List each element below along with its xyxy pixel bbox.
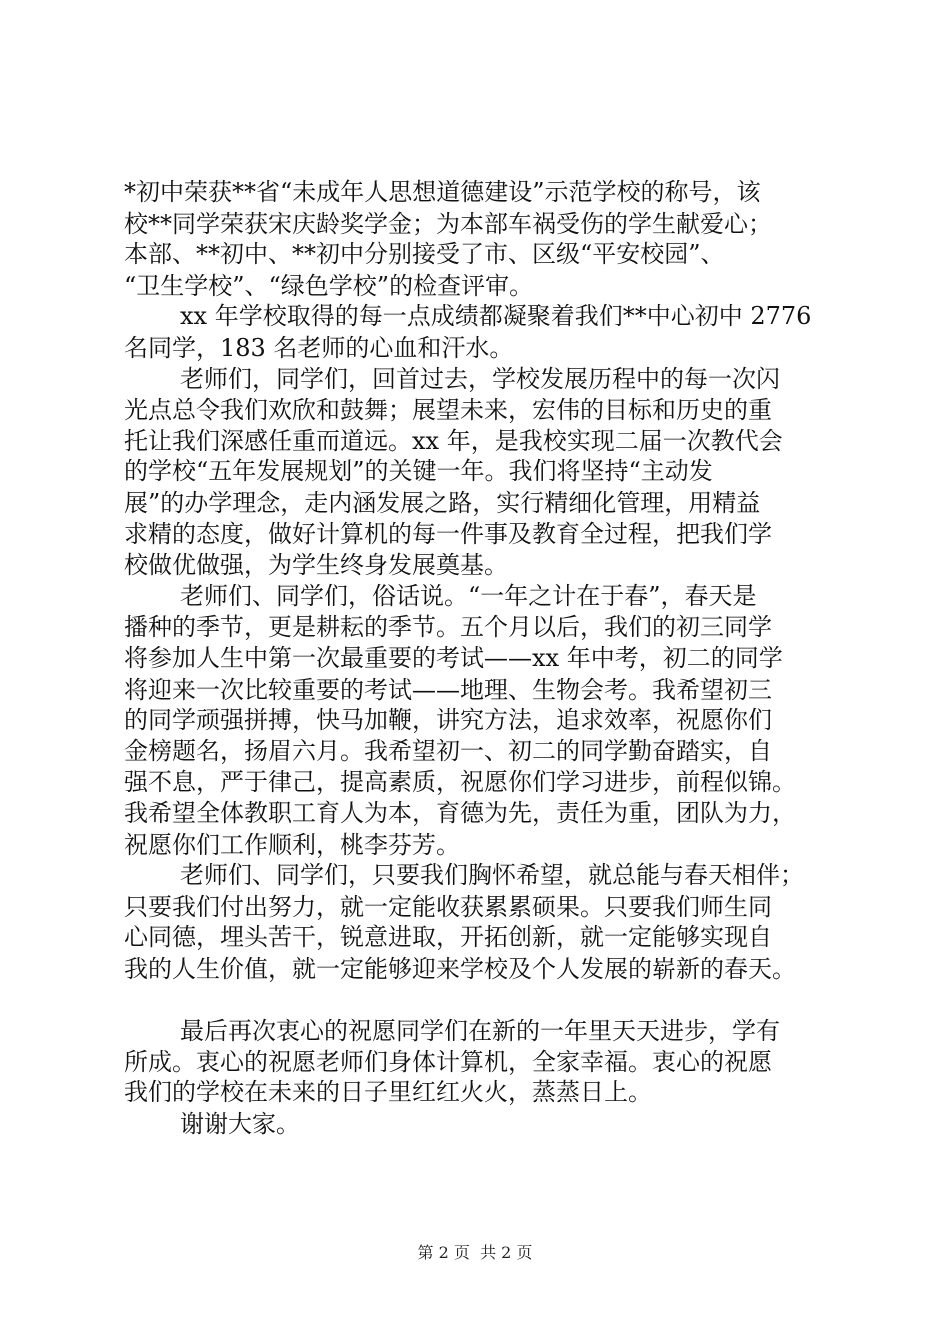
text-line: 将参加人生中第一次最重要的考试——xx 年中考，初二的同学 (124, 644, 783, 672)
text-line: 所成。衷心的祝愿老师们身体计算机，全家幸福。衷心的祝愿 (124, 1048, 772, 1076)
text-line: 播种的季节，更是耕耘的季节。五个月以后，我们的初三同学 (124, 613, 772, 641)
text-line: 金榜题名，扬眉六月。我希望初一、初二的同学勤奋踏实，自 (124, 737, 772, 765)
text-line: 校**同学荣获宋庆龄奖学金；为本部车祸受伤的学生献爱心； (124, 210, 772, 238)
text-line: 的同学顽强拼搏，快马加鞭，讲究方法，追求效率，祝愿你们 (124, 706, 772, 734)
text-line: 谢谢大家。 (180, 1110, 300, 1138)
text-line: 本部、**初中、**初中分别接受了市、区级“平安校园”、 (124, 240, 725, 268)
text-line: 我希望全体教职工育人为本，育德为先，责任为重，团队为力， (124, 799, 796, 827)
text-line: 校做优做强，为学生终身发展奠基。 (124, 551, 508, 579)
text-line: 求精的态度，做好计算机的每一件事及教育全过程，把我们学 (124, 520, 772, 548)
page-number-footer: 第 2 页 共 2 页 (417, 1243, 533, 1262)
text-line: xx 年学校取得的每一点成绩都凝聚着我们**中心初中 2776 (180, 302, 812, 330)
text-line: “卫生学校”、“绿色学校”的检查评审。 (124, 272, 534, 300)
text-line: *初中荣获**省“未成年人思想道德建设”示范学校的称号，该 (124, 178, 761, 206)
text-line: 托让我们深感任重而道远。xx 年，是我校实现二届一次教代会 (124, 427, 783, 455)
text-line: 最后再次衷心的祝愿同学们在新的一年里天天进步，学有 (180, 1017, 780, 1045)
text-line: 心同德，埋头苦干，锐意进取，开拓创新，就一定能够实现自 (124, 923, 772, 951)
text-line: 老师们、同学们，俗话说。“一年之计在于春”，春天是 (180, 582, 757, 610)
text-line: 老师们，同学们，回首过去，学校发展历程中的每一次闪 (180, 365, 780, 393)
text-line: 将迎来一次比较重要的考试——地理、生物会考。我希望初三 (124, 676, 772, 704)
text-line: 只要我们付出努力，就一定能收获累累硕果。只要我们师生同 (124, 893, 772, 921)
text-line: 我的人生价值，就一定能够迎来学校及个人发展的崭新的春天。 (124, 955, 796, 983)
text-line: 展”的办学理念，走内涵发展之路，实行精细化管理，用精益 (124, 489, 761, 517)
text-line: 光点总令我们欢欣和鼓舞；展望未来，宏伟的目标和历史的重 (124, 396, 772, 424)
text-line: 祝愿你们工作顺利，桃李芬芳。 (124, 831, 460, 859)
text-line: 的学校“五年发展规划”的关键一年。我们将坚持“主动发 (124, 457, 713, 485)
text-line: 名同学，183 名老师的心血和汗水。 (124, 334, 514, 362)
text-line: 老师们、同学们，只要我们胸怀希望，就总能与春天相伴； (180, 861, 804, 889)
text-line: 强不息，严于律己，提高素质，祝愿你们学习进步，前程似锦。 (124, 768, 796, 796)
text-line: 我们的学校在未来的日子里红红火火，蒸蒸日上。 (124, 1078, 652, 1106)
